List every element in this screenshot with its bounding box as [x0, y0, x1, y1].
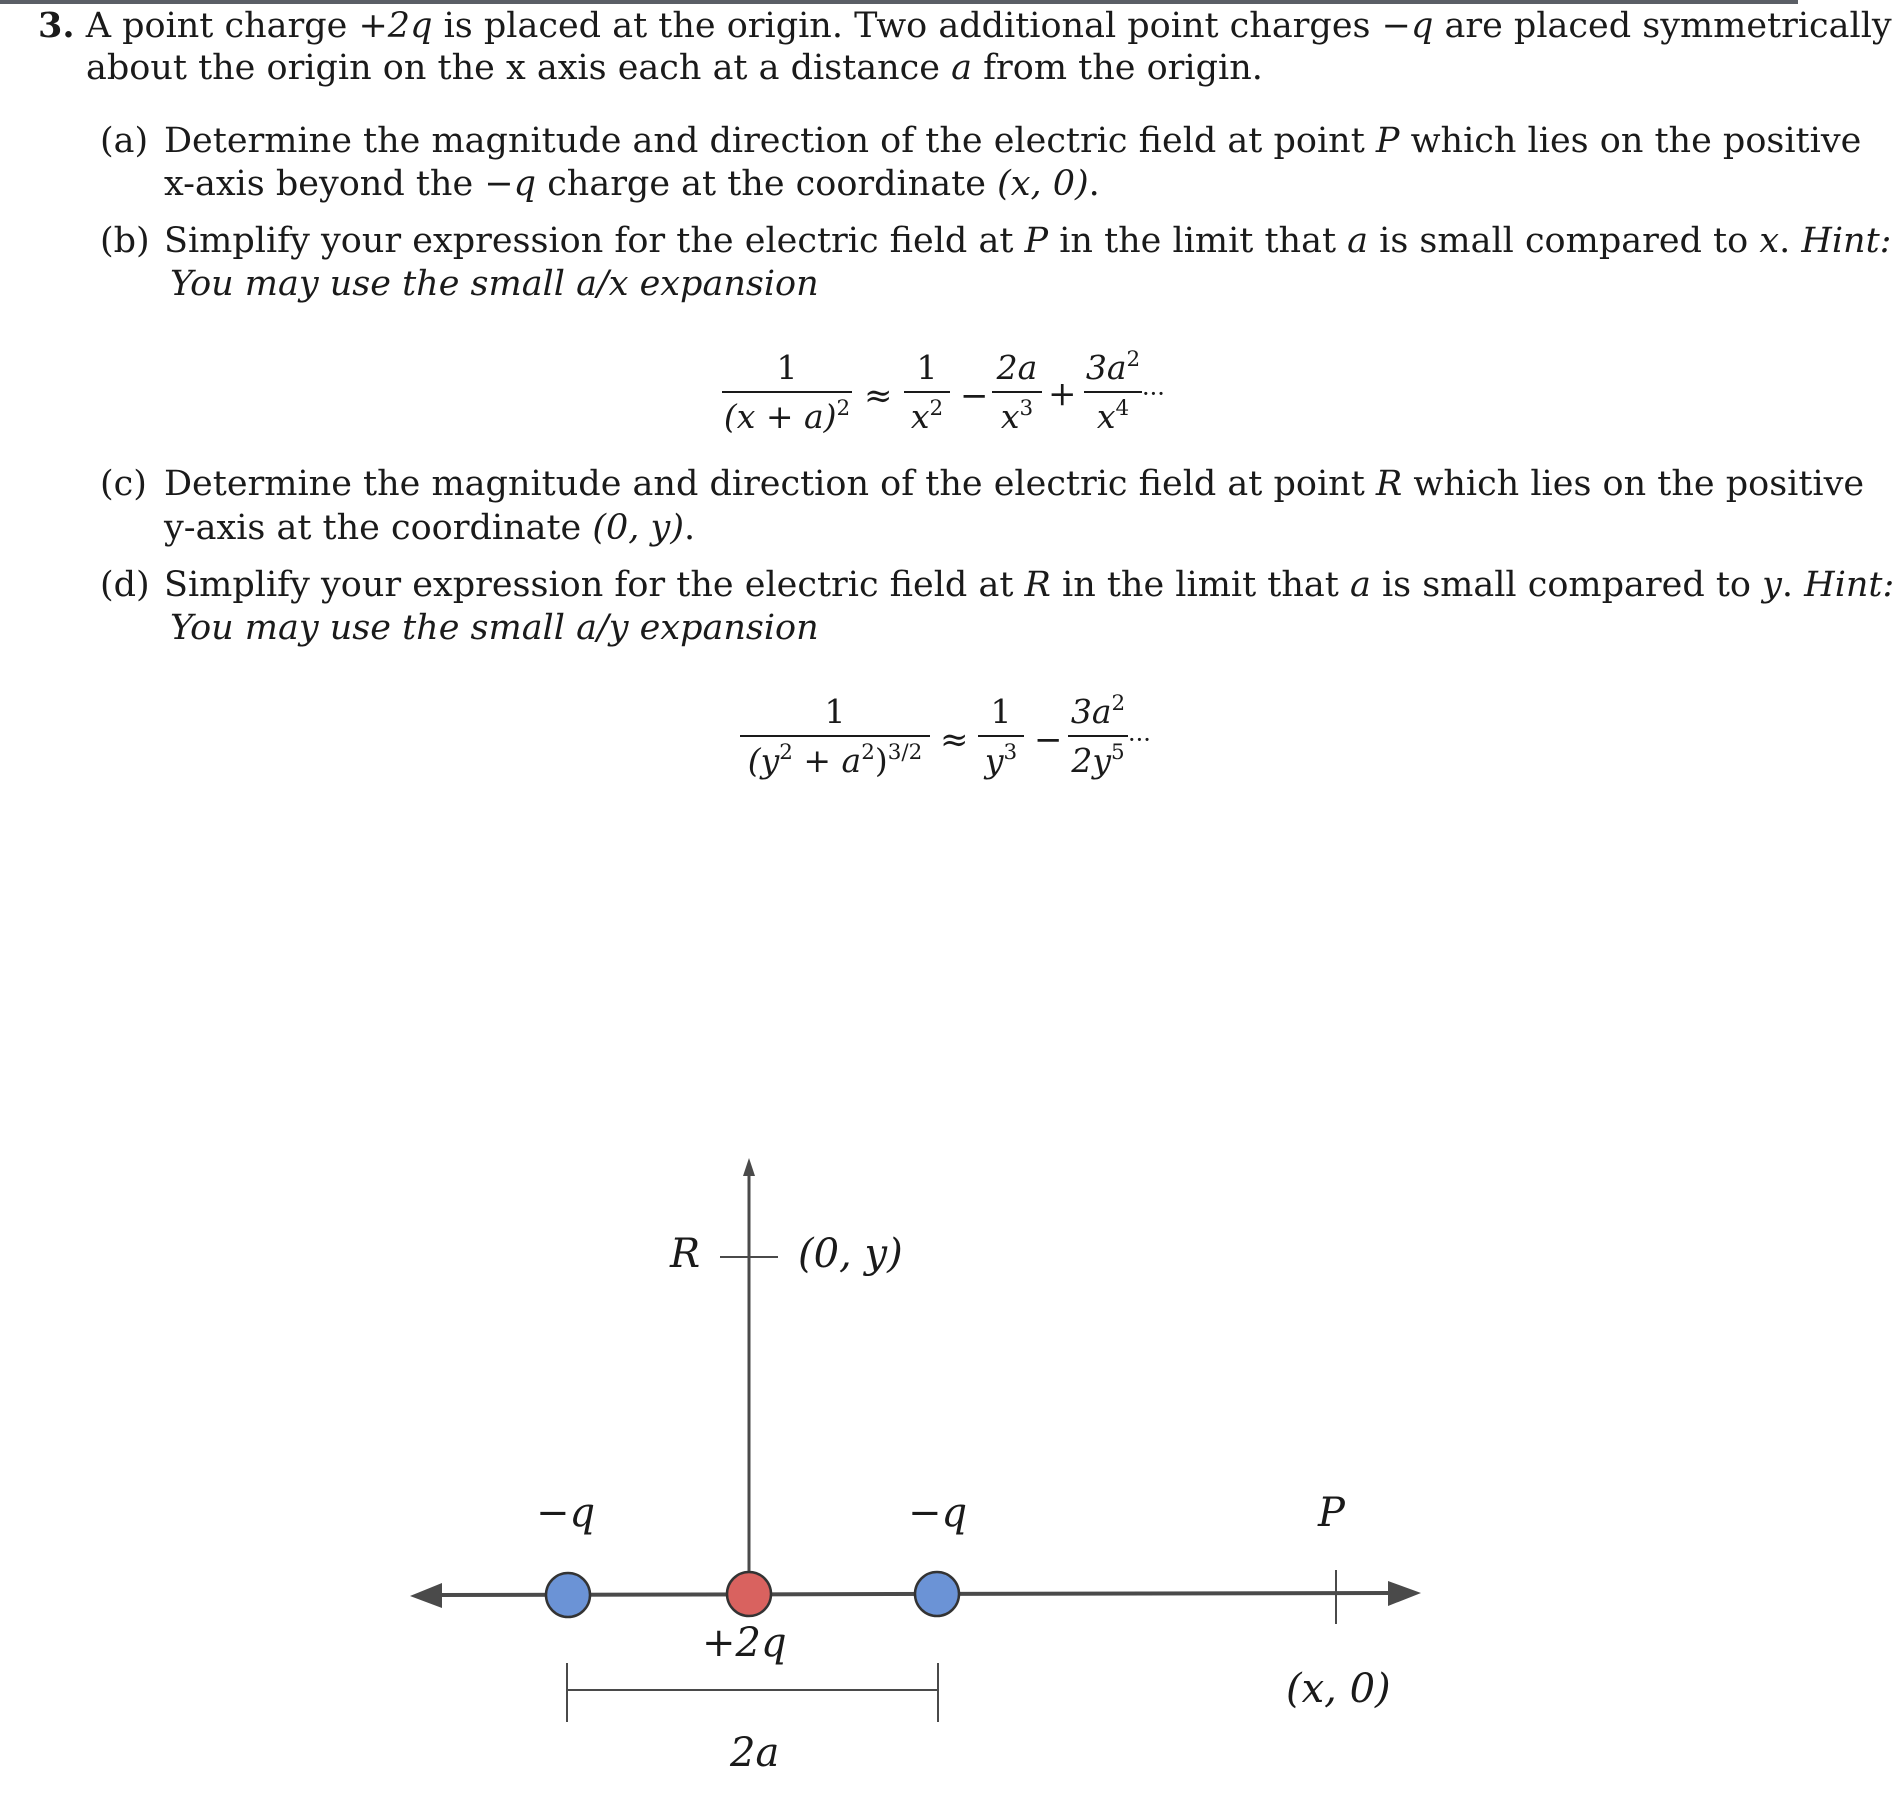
x-variable: x: [1759, 221, 1780, 261]
eq1-term-1: 1 $x^2$: [904, 348, 950, 436]
hint-label: Hint:: [1801, 221, 1892, 261]
charge-value: −q: [484, 164, 537, 204]
part-text: is small compared to: [1368, 221, 1760, 261]
problem-text: is placed at the origin. Two additional point charges: [432, 6, 1382, 46]
coordinate: (x, 0): [997, 164, 1089, 204]
point-variable: P: [1375, 121, 1400, 161]
eq1-lhs-denominator: $(x + a)^2$: [723, 396, 851, 436]
part-text: x-axis beyond the: [164, 164, 485, 204]
eq1-plus: +: [1048, 374, 1077, 414]
part-d-hint: You may use the small a/y expansion: [170, 608, 819, 648]
label-r-coordinate: (0, y): [798, 1231, 903, 1277]
eq1-approx: ≈: [864, 376, 893, 416]
x-axis-right-arrowhead: [1388, 1581, 1421, 1606]
part-c-label: (c): [100, 464, 147, 504]
problem-text: from the origin.: [971, 48, 1263, 88]
part-text: Simplify your expression for the electric field at: [164, 221, 1025, 261]
label-separation: 2a: [730, 1730, 780, 1776]
label-p-coordinate: (x, 0): [1286, 1666, 1391, 1712]
y-variable: y: [1762, 565, 1782, 605]
eq2-term-2: $3a^2$ $2y^5$: [1068, 692, 1128, 780]
center-positive-charge: [727, 1572, 771, 1616]
eq2-approx: ≈: [940, 720, 969, 760]
eq2-minus: −: [1034, 720, 1063, 760]
problem-text: are placed symmetrically: [1433, 6, 1892, 46]
part-text: Determine the magnitude and direction of the electric field at point: [164, 121, 1376, 161]
part-text: is small compared to: [1370, 565, 1763, 605]
part-text: .: [1088, 164, 1100, 204]
center-charge-value: +2q: [358, 6, 433, 46]
part-b-label: (b): [100, 221, 150, 261]
label-r: R: [670, 1231, 701, 1277]
left-negative-charge: [546, 1573, 590, 1617]
part-text: in the limit that: [1050, 565, 1350, 605]
eq2-term-1: 1 $y^3$: [978, 692, 1024, 780]
eq1-minus: −: [960, 376, 989, 416]
side-charge-value: −q: [1381, 6, 1434, 46]
part-text: which lies on the positive: [1399, 121, 1862, 161]
problem-number: 3.: [38, 5, 75, 46]
x-axis-left-arrowhead: [410, 1583, 442, 1608]
point-variable: R: [1375, 464, 1403, 504]
point-variable: R: [1024, 565, 1051, 605]
right-negative-charge: [915, 1572, 959, 1616]
eq1-ellipsis: ···: [1142, 380, 1165, 408]
eq1-term-3: $3a^2$ $x^4$: [1085, 347, 1141, 436]
distance-variable: a: [1349, 565, 1371, 605]
y-axis-arrowhead: [743, 1158, 755, 1176]
label-center-charge: +2q: [702, 1620, 787, 1666]
distance-variable: a: [951, 48, 972, 88]
part-text: y-axis at the coordinate: [164, 508, 593, 548]
label-left-charge: −q: [536, 1490, 596, 1536]
eq2-ellipsis: ···: [1128, 726, 1151, 754]
part-text: which lies on the positive: [1402, 464, 1865, 504]
problem-text: A point charge: [85, 6, 359, 46]
eq1-term-2: 2a $x^3$: [992, 348, 1042, 436]
distance-variable: a: [1347, 221, 1369, 261]
part-b-hint: You may use the small a/x expansion: [170, 264, 819, 304]
part-text: Determine the magnitude and direction of the electric field at point: [164, 464, 1376, 504]
part-text: Simplify your expression for the electric field at: [164, 565, 1025, 605]
part-text: in the limit that: [1048, 221, 1348, 261]
label-right-charge: −q: [908, 1490, 968, 1536]
point-variable: P: [1024, 221, 1049, 261]
coordinate: (0, y): [592, 508, 684, 548]
part-text: .: [1779, 221, 1802, 261]
part-text: .: [1781, 565, 1805, 605]
part-text: .: [683, 508, 696, 548]
part-a-label: (a): [100, 121, 149, 161]
label-p: P: [1318, 1490, 1345, 1536]
part-text: charge at the coordinate: [536, 164, 998, 204]
eq1-lhs-numerator: 1: [776, 348, 798, 387]
part-d-label: (d): [100, 565, 150, 605]
eq2-lhs-fraction: 1 $(y^2 + a^2)^{3/2}$: [740, 692, 930, 780]
hint-label: Hint:: [1804, 565, 1894, 605]
problem-text: about the origin on the x axis each at a distance: [86, 48, 952, 88]
